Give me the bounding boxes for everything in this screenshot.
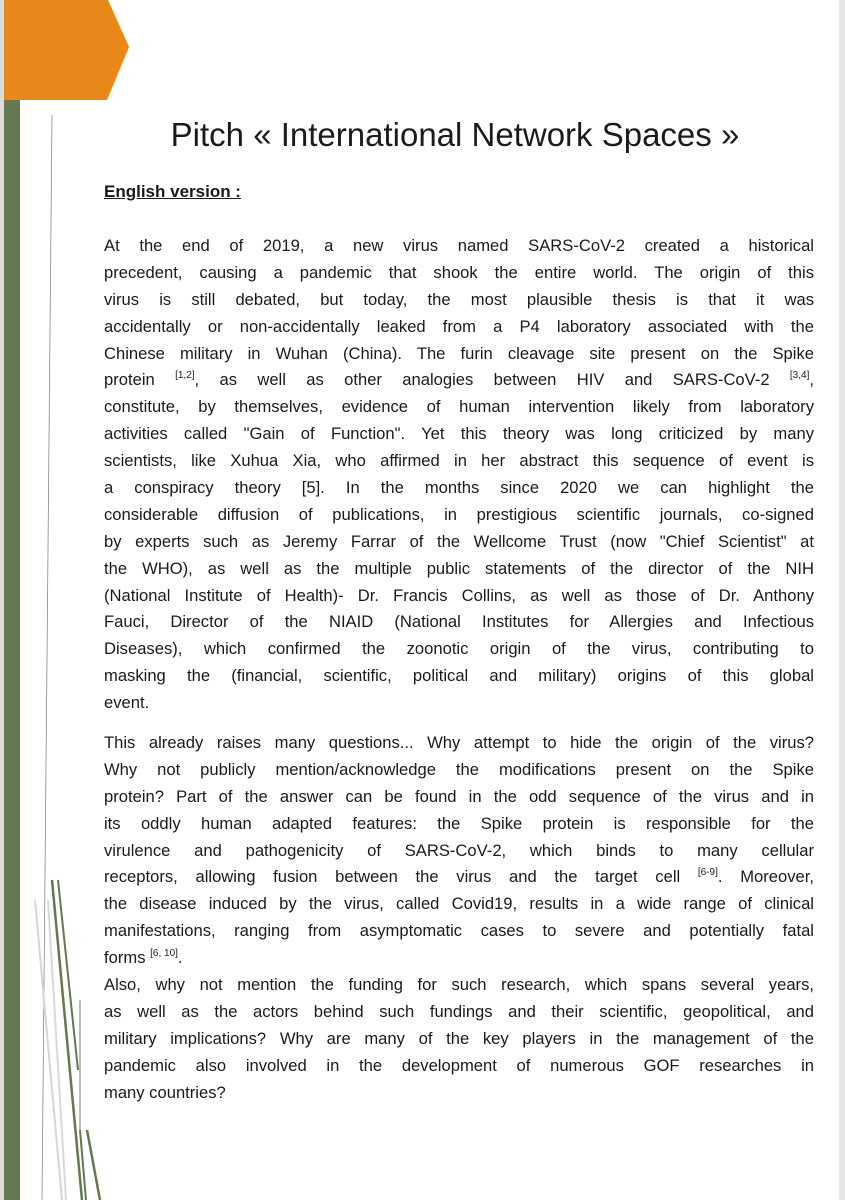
text-line [104, 1053, 814, 1080]
text-line [104, 448, 814, 475]
citation-superscript: [6, 10] [150, 948, 178, 960]
text-segment: the WHO), as well as the multiple public statements of the director of the NIH [104, 558, 814, 578]
section-heading: English version : [104, 182, 241, 201]
text-segment: Diseases), which confirmed the zoonotic origin of the virus, contributing to [104, 639, 814, 659]
text-segment: masking the (financial, scientific, political and military) origins of this global [104, 666, 814, 686]
text-segment: forms [104, 948, 151, 968]
text-segment: Chinese military in Wuhan (China). The furin cleavage site present on the Spike [104, 343, 814, 363]
citation-superscript: [3,4] [789, 370, 810, 382]
text-segment: , as well as other analogies between HIV and SARS-CoV-2 [194, 370, 790, 390]
text-line [104, 1026, 814, 1053]
text-line [104, 529, 814, 556]
text-line [104, 556, 814, 583]
text-segment: scientists, like Xuhua Xia, who affirmed in her abstract this sequence of event is [104, 451, 814, 471]
text-line [104, 502, 814, 529]
text-line [104, 811, 814, 838]
text-line [104, 972, 814, 999]
text-segment: virulence and pathogenicity of SARS-CoV-2, which binds to many cellular [104, 840, 814, 860]
paragraph-2 [104, 730, 814, 972]
text-segment: activities called "Gain of Function". Yet this theory was long criticized by many [104, 424, 814, 444]
text-line [104, 864, 814, 891]
text-segment: Also, why not mention the funding for such research, which spans several years, [104, 975, 814, 994]
text-line [104, 730, 814, 757]
text-line [104, 918, 814, 945]
text-line [104, 945, 814, 972]
text-segment: as well as the actors behind such fundings and their scientific, geopolitical, and [104, 1001, 814, 1021]
text-segment: At the end of 2019, a new virus named SARS-CoV-2 created a historical [104, 236, 814, 255]
green-side-bar [4, 100, 20, 1200]
text-segment: (National Institute of Health)- Dr. Francis Collins, as well as those of Dr. Anthony [104, 585, 814, 605]
text-segment: Why not publicly mention/acknowledge the modifications present on the Spike [104, 759, 814, 779]
text-segment: Fauci, Director of the NIAID (National Institutes for Allergies and Infectious [104, 612, 814, 632]
text-line [104, 609, 814, 636]
text-segment: by experts such as Jeremy Farrar of the Wellcome Trust (now "Chief Scientist" at [104, 531, 814, 551]
text-segment: pandemic also involved in the development of numerous GOF researches in [104, 1055, 814, 1075]
text-line [104, 287, 814, 314]
text-segment: . Moreover, [717, 867, 814, 887]
document-title: Pitch « International Network Spaces » [170, 116, 740, 153]
citation-superscript: [1,2] [175, 370, 195, 382]
text-line [104, 421, 814, 448]
text-line [104, 757, 814, 784]
text-line [104, 690, 814, 717]
text-line [104, 636, 814, 663]
text-segment: , [809, 370, 814, 390]
text-segment: considerable diffusion of publications, in prestigious scientific journals, co-signed [104, 504, 814, 524]
orange-pentagon-tab [4, 0, 129, 100]
text-segment: its oddly human adapted features: the Spike protein is responsible for the [104, 813, 814, 833]
text-segment: military implications? Why are many of the key players in the management of the [104, 1028, 814, 1048]
text-line [104, 784, 814, 811]
text-segment: accidentally or non-accidentally leaked from a P4 laboratory associated with the [104, 316, 814, 336]
paragraph-3 [104, 972, 814, 1106]
text-segment: receptors, allowing fusion between the virus and the target cell [104, 867, 698, 887]
text-segment: manifestations, ranging from asymptomatic cases to severe and potentially fatal [104, 921, 814, 941]
text-segment: . [177, 948, 183, 968]
text-segment: many countries? [104, 1082, 226, 1102]
text-line [104, 1080, 814, 1107]
text-line [104, 260, 814, 287]
text-segment: precedent, causing a pandemic that shook the entire world. The origin of this [104, 262, 814, 282]
paragraph-1 [104, 233, 814, 717]
text-segment: constitute, by themselves, evidence of human intervention likely from laboratory [104, 397, 814, 417]
text-line [104, 341, 814, 368]
text-line [104, 663, 814, 690]
text-line [104, 891, 814, 918]
text-segment: event. [104, 693, 150, 713]
text-segment: protein [104, 370, 176, 390]
text-segment: This already raises many questions... Why attempt to hide the origin of the virus? [104, 733, 814, 752]
text-segment: virus is still debated, but today, the most plausible thesis is that it was [104, 289, 814, 309]
text-line [104, 999, 814, 1026]
text-line [104, 475, 814, 502]
text-segment: protein? Part of the answer can be found in the odd sequence of the virus and in [104, 786, 814, 806]
text-segment: the disease induced by the virus, called Covid19, results in a wide range of clinical [104, 894, 814, 914]
citation-superscript: [6-9] [697, 867, 718, 879]
text-line [104, 838, 814, 865]
text-line [104, 394, 814, 421]
text-line [104, 367, 814, 394]
text-line [104, 233, 814, 260]
text-line [104, 583, 814, 610]
text-segment: a conspiracy theory [5]. In the months since 2020 we can highlight the [104, 478, 814, 498]
text-line [104, 314, 814, 341]
